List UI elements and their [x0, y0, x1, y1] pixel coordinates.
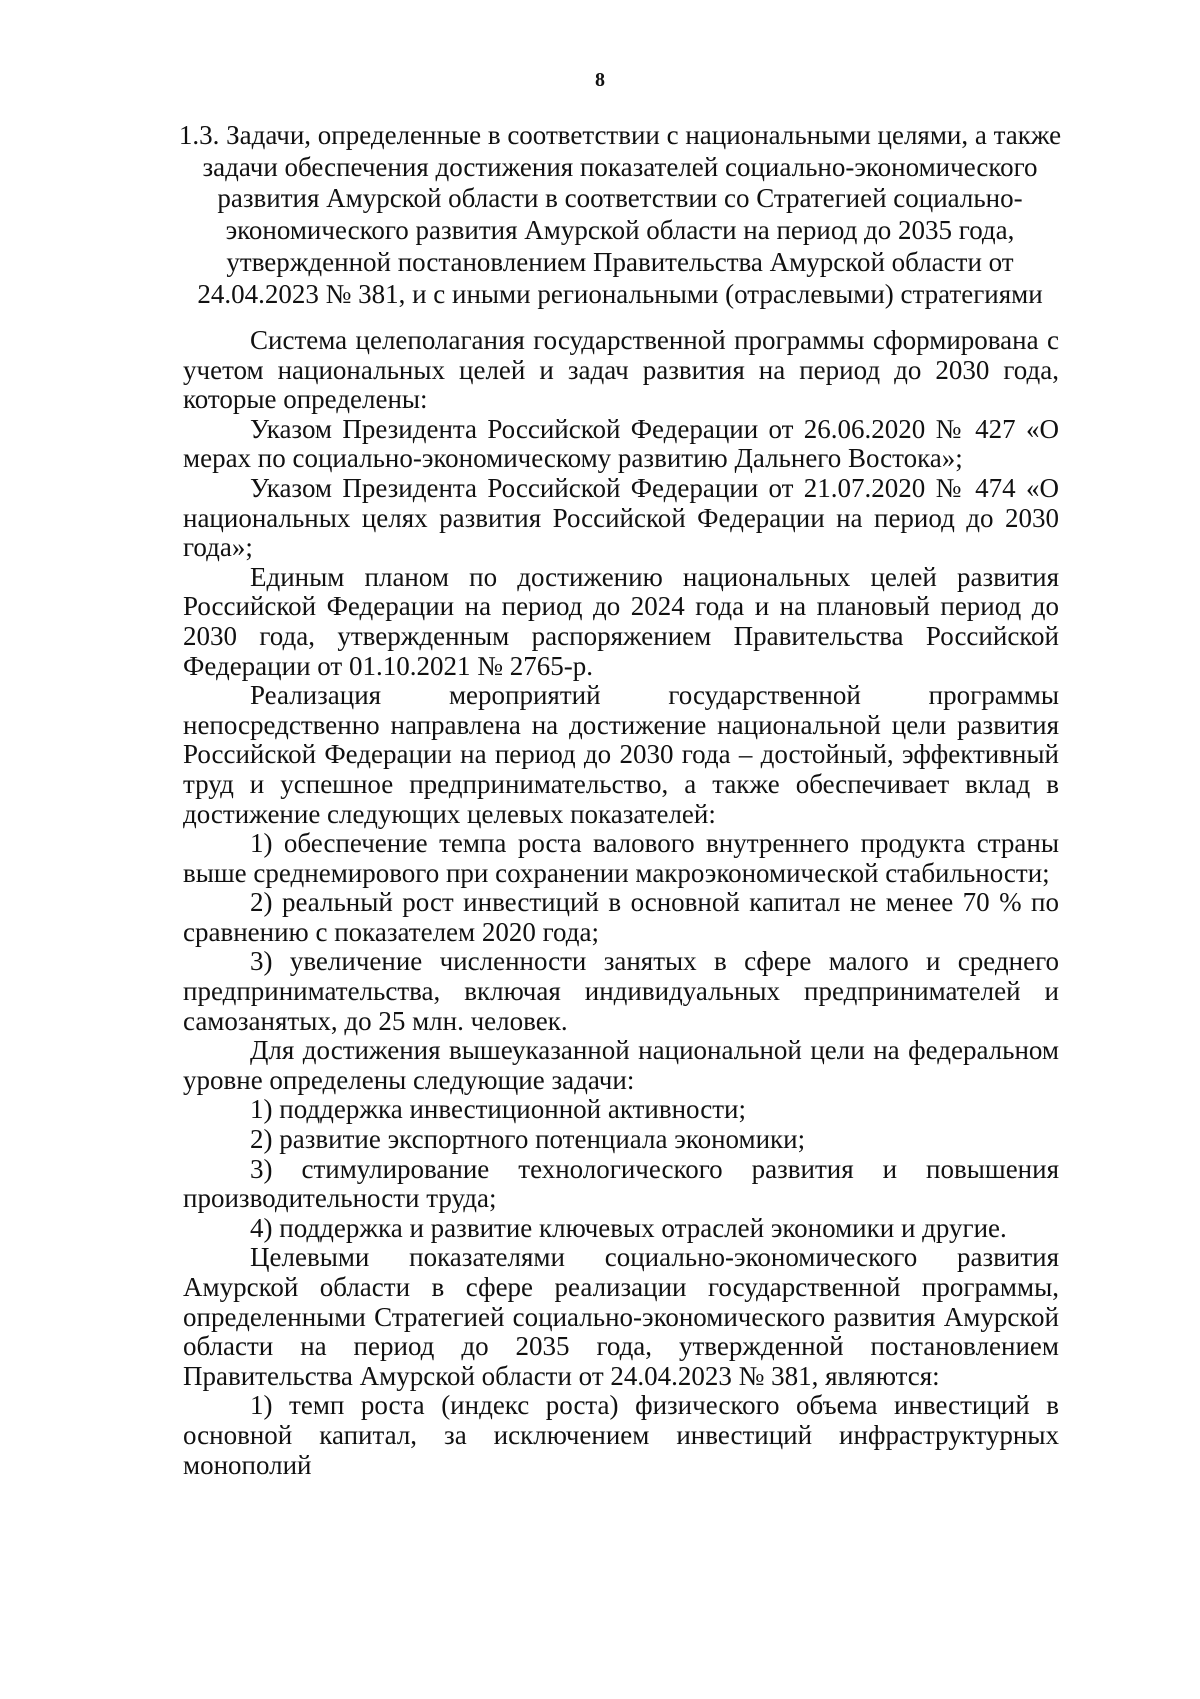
list-item-regional-indicator-1: 1) темп роста (индекс роста) физического объема инвестиций в основной капитал, за исключением инвестиций инфраструктурных монополий — [183, 1390, 1059, 1480]
paragraph-unified-plan: Единым планом по достижению национальных целей развития Российской Федерации на период до 2024 года и на плановый период до 2030 года, утвержденным распоряжением Правительства Российской Федерации от 01.10.2021 № 2765-р. — [183, 561, 1059, 681]
paragraph-goal-system: Система целеполагания государственной программы сформирована с учетом национальных целей и задач развития на период до 2030 года, которые определены: — [183, 325, 1059, 415]
paragraph-decree-427: Указом Президента Российской Федерации от 26.06.2020 № 427 «О мерах по социально-экономическому развитию Дальнего Востока»; — [183, 413, 1059, 474]
paragraph-regional-indicators: Целевыми показателями социально-экономического развития Амурской области в сфере реализации государственной программы, определенными Стратегией социально-экономического развития Амурской области на период до 2035 года, утвержденной постановлением Правительства Амурской области от 24.04.2023 № 381, являются: — [183, 1242, 1059, 1391]
paragraph-decree-474: Указом Президента Российской Федерации от 21.07.2020 № 474 «О национальных целях развития Российской Федерации на период до 2030 года»; — [183, 472, 1059, 563]
paragraph-federal-tasks: Для достижения вышеуказанной национальной цели на федеральном уровне определены следующие задачи: — [183, 1035, 1059, 1095]
paragraph-implementation: Реализация мероприятий государственной программы непосредственно направлена на достижение национальной цели развития Российской Федерации на период до 2030 года – достойный, эффективный труд и успешное предпринимательство, а также обеспечивает вклад в достижение следующих целевых показателей: — [183, 680, 1059, 829]
page-number: 8 — [595, 69, 605, 91]
list-item-indicator-2: 2) реальный рост инвестиций в основной капитал не менее 70 % по сравнению с показателем 2020 года; — [183, 887, 1059, 947]
list-item-indicator-1: 1) обеспечение темпа роста валового внутреннего продукта страны выше среднемирового при сохранении макроэкономической стабильности; — [183, 828, 1059, 888]
list-item-indicator-3: 3) увеличение численности занятых в сфере малого и среднего предпринимательства, включая индивидуальных предпринимателей и самозанятых, до 25 млн. человек. — [183, 946, 1059, 1036]
list-item-task-2: 2) развитие экспортного потенциала экономики; — [250, 1124, 806, 1155]
list-item-task-1: 1) поддержка инвестиционной активности; — [250, 1094, 746, 1125]
body-text — [183, 326, 1059, 1480]
list-item-task-4: 4) поддержка и развитие ключевых отраслей экономики и другие. — [250, 1212, 1007, 1243]
section-heading: 1.3. Задачи, определенные в соответствии с национальными целями, а также задачи обеспечения достижения показателей социально-экономического развития Амурской области в соответствии со Стратегией социально-экономического развития Амурской области на период до 2035 года, утвержденной постановлением Правительства Амурской области от 24.04.2023 № 381, и с иными региональными (отраслевыми) стратегиями — [178, 120, 1062, 309]
list-item-task-3: 3) стимулирование технологического развития и повышения производительности труда; — [183, 1153, 1059, 1214]
